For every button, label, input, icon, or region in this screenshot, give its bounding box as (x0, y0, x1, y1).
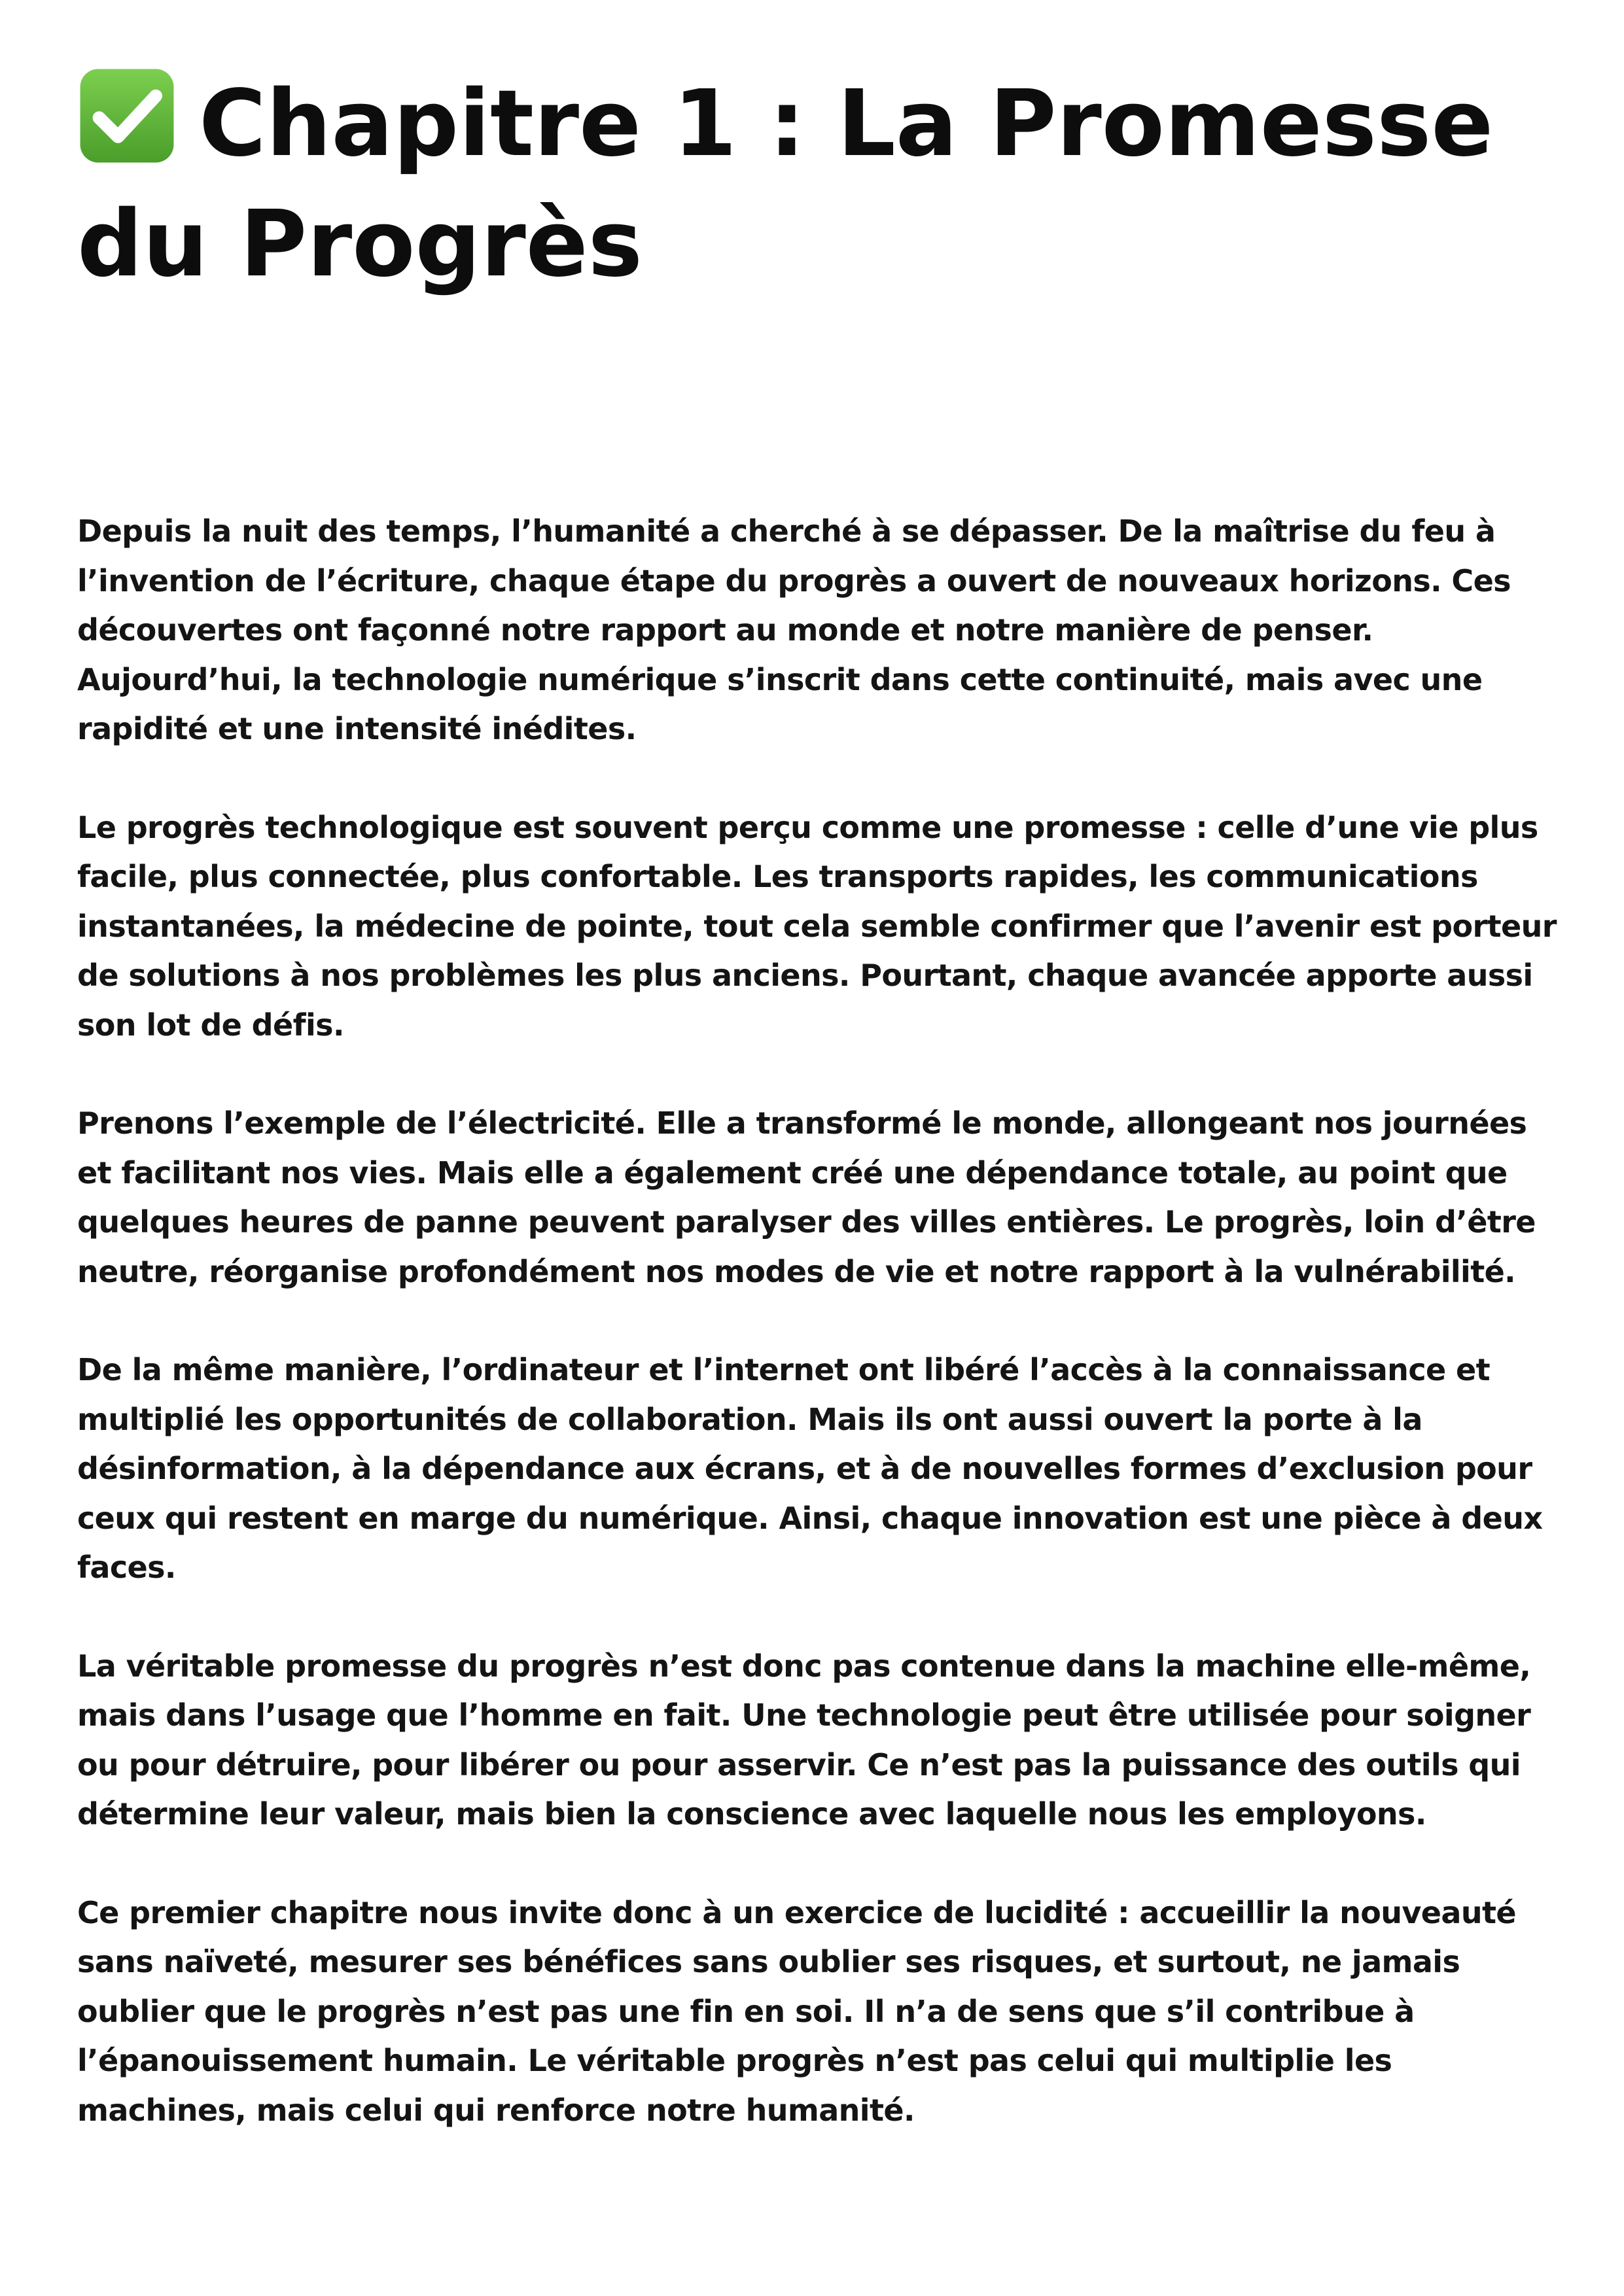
check-mark-button-icon (77, 66, 177, 165)
chapter-title (77, 64, 1549, 305)
paragraph-4: De la même manière, l’ordinateur et l’internet ont libéré l’accès à la connaissance et multiplié les opportunités de collaboration. Mais ils ont aussi ouvert la porte à la désinformation, à la dépendance aux écrans, et à de nouvelles formes d’exclusion pour ceux qui restent en marge du numérique. Ainsi, chaque innovation est une pièce à deux faces. (77, 1352, 1543, 1585)
paragraph-1: Depuis la nuit des temps, l’humanité a cherché à se dépasser. De la maîtrise du feu à l’invention de l’écriture, chaque étape du progrès a ouvert de nouveaux horizons. Ces découvertes ont façonné notre rapport au monde et notre manière de penser. Aujourd’hui, la technologie numérique s’inscrit dans cette continuité, mais avec une rapidité et une intensité inédites. (77, 513, 1511, 746)
chapter-title-text: Chapitre 1 : La Promesse du Progrès (77, 71, 1494, 298)
chapter-body (77, 507, 1562, 2135)
paragraph-5: La véritable promesse du progrès n’est donc pas contenue dans la machine elle-même, mais dans l’usage que l’homme en fait. Une technologie peut être utilisée pour soigner ou pour détruire, pour libérer ou pour asservir. Ce n’est pas la puissance des outils qui détermine leur valeur, mais bien la conscience avec laquelle nous les employons. (77, 1648, 1531, 1832)
paragraph-6: Ce premier chapitre nous invite donc à un exercice de lucidité : accueillir la nouveauté sans naïveté, mesurer ses bénéfices sans oublier ses risques, et surtout, ne jamais oublier que le progrès n’est pas une fin en soi. Il n’a de sens que s’il contribue à l’épanouissement humain. Le véritable progrès n’est pas celui qui multiplie les machines, mais celui qui renforce notre humanité. (77, 1894, 1516, 2128)
paragraph-2: Le progrès technologique est souvent perçu comme une promesse : celle d’une vie plus facile, plus connectée, plus confortable. Les transports rapides, les communications instantanées, la médecine de pointe, tout cela semble confirmer que l’avenir est porteur de solutions à nos problèmes les plus anciens. Pourtant, chaque avancée apporte aussi son lot de défis. (77, 809, 1557, 1043)
paragraph-3: Prenons l’exemple de l’électricité. Elle a transformé le monde, allongeant nos journées et facilitant nos vies. Mais elle a également créé une dépendance totale, au point que quelques heures de panne peuvent paralyser des villes entières. Le progrès, loin d’être neutre, réorganise profondément nos modes de vie et notre rapport à la vulnérabilité. (77, 1105, 1536, 1289)
